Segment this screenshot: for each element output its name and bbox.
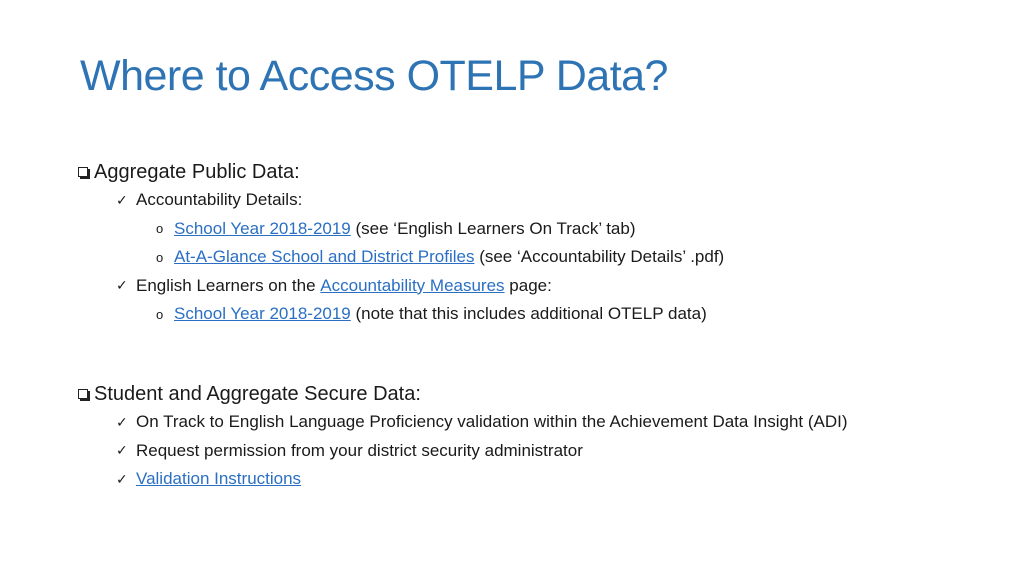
secure-data-section [78, 380, 848, 494]
list-item [116, 465, 848, 494]
section-heading [78, 158, 724, 186]
list-item-accountability-details [116, 186, 724, 215]
circle-bullet-icon: o [156, 306, 164, 322]
list-item-prefix: English Learners on the [136, 275, 316, 295]
sub-list-item [156, 243, 724, 272]
list-item-text: On Track to English Language Proficiency validation within the Achievement Data Insight (ADI) [136, 412, 848, 432]
page-title: Where to Access OTELP Data? [80, 52, 668, 100]
list-item-text: Request permission from your district security administrator [136, 440, 583, 460]
aggregate-public-data-section [78, 158, 724, 329]
checkmark-icon: ✓ [116, 191, 128, 208]
school-year-2018-2019-link[interactable]: School Year 2018-2019 [174, 218, 351, 238]
at-a-glance-profiles-link[interactable]: At-A-Glance School and District Profiles [174, 247, 475, 267]
sub-list-item [156, 300, 724, 329]
validation-instructions-link[interactable]: Validation Instructions [136, 469, 302, 489]
accountability-measures-link[interactable]: Accountability Measures [320, 275, 505, 295]
sub-list-item-text: (note that this includes additional OTELP data) [355, 304, 707, 324]
circle-bullet-icon: o [156, 249, 164, 265]
sub-list-item-text: (see ‘Accountability Details’ .pdf) [479, 247, 725, 267]
square-bullet-icon [78, 167, 88, 177]
circle-bullet-icon: o [156, 221, 164, 237]
list-item [116, 437, 848, 466]
sub-list-item-text: (see ‘English Learners On Track’ tab) [355, 218, 636, 238]
section-heading-text: Aggregate Public Data: [94, 160, 300, 183]
list-item-english-learners [116, 272, 724, 301]
list-item [116, 408, 848, 437]
checkmark-icon: ✓ [116, 470, 128, 487]
square-bullet-icon [78, 389, 88, 399]
section-heading [78, 380, 848, 408]
school-year-2018-2019-link-2[interactable]: School Year 2018-2019 [174, 304, 351, 324]
list-item-suffix: page: [509, 275, 552, 295]
checkmark-icon: ✓ [116, 413, 128, 430]
list-item-label: Accountability Details: [136, 190, 303, 210]
section-heading-text: Student and Aggregate Secure Data: [94, 382, 421, 405]
checkmark-icon: ✓ [116, 442, 128, 459]
checkmark-icon: ✓ [116, 277, 128, 294]
sub-list-item [156, 215, 724, 244]
